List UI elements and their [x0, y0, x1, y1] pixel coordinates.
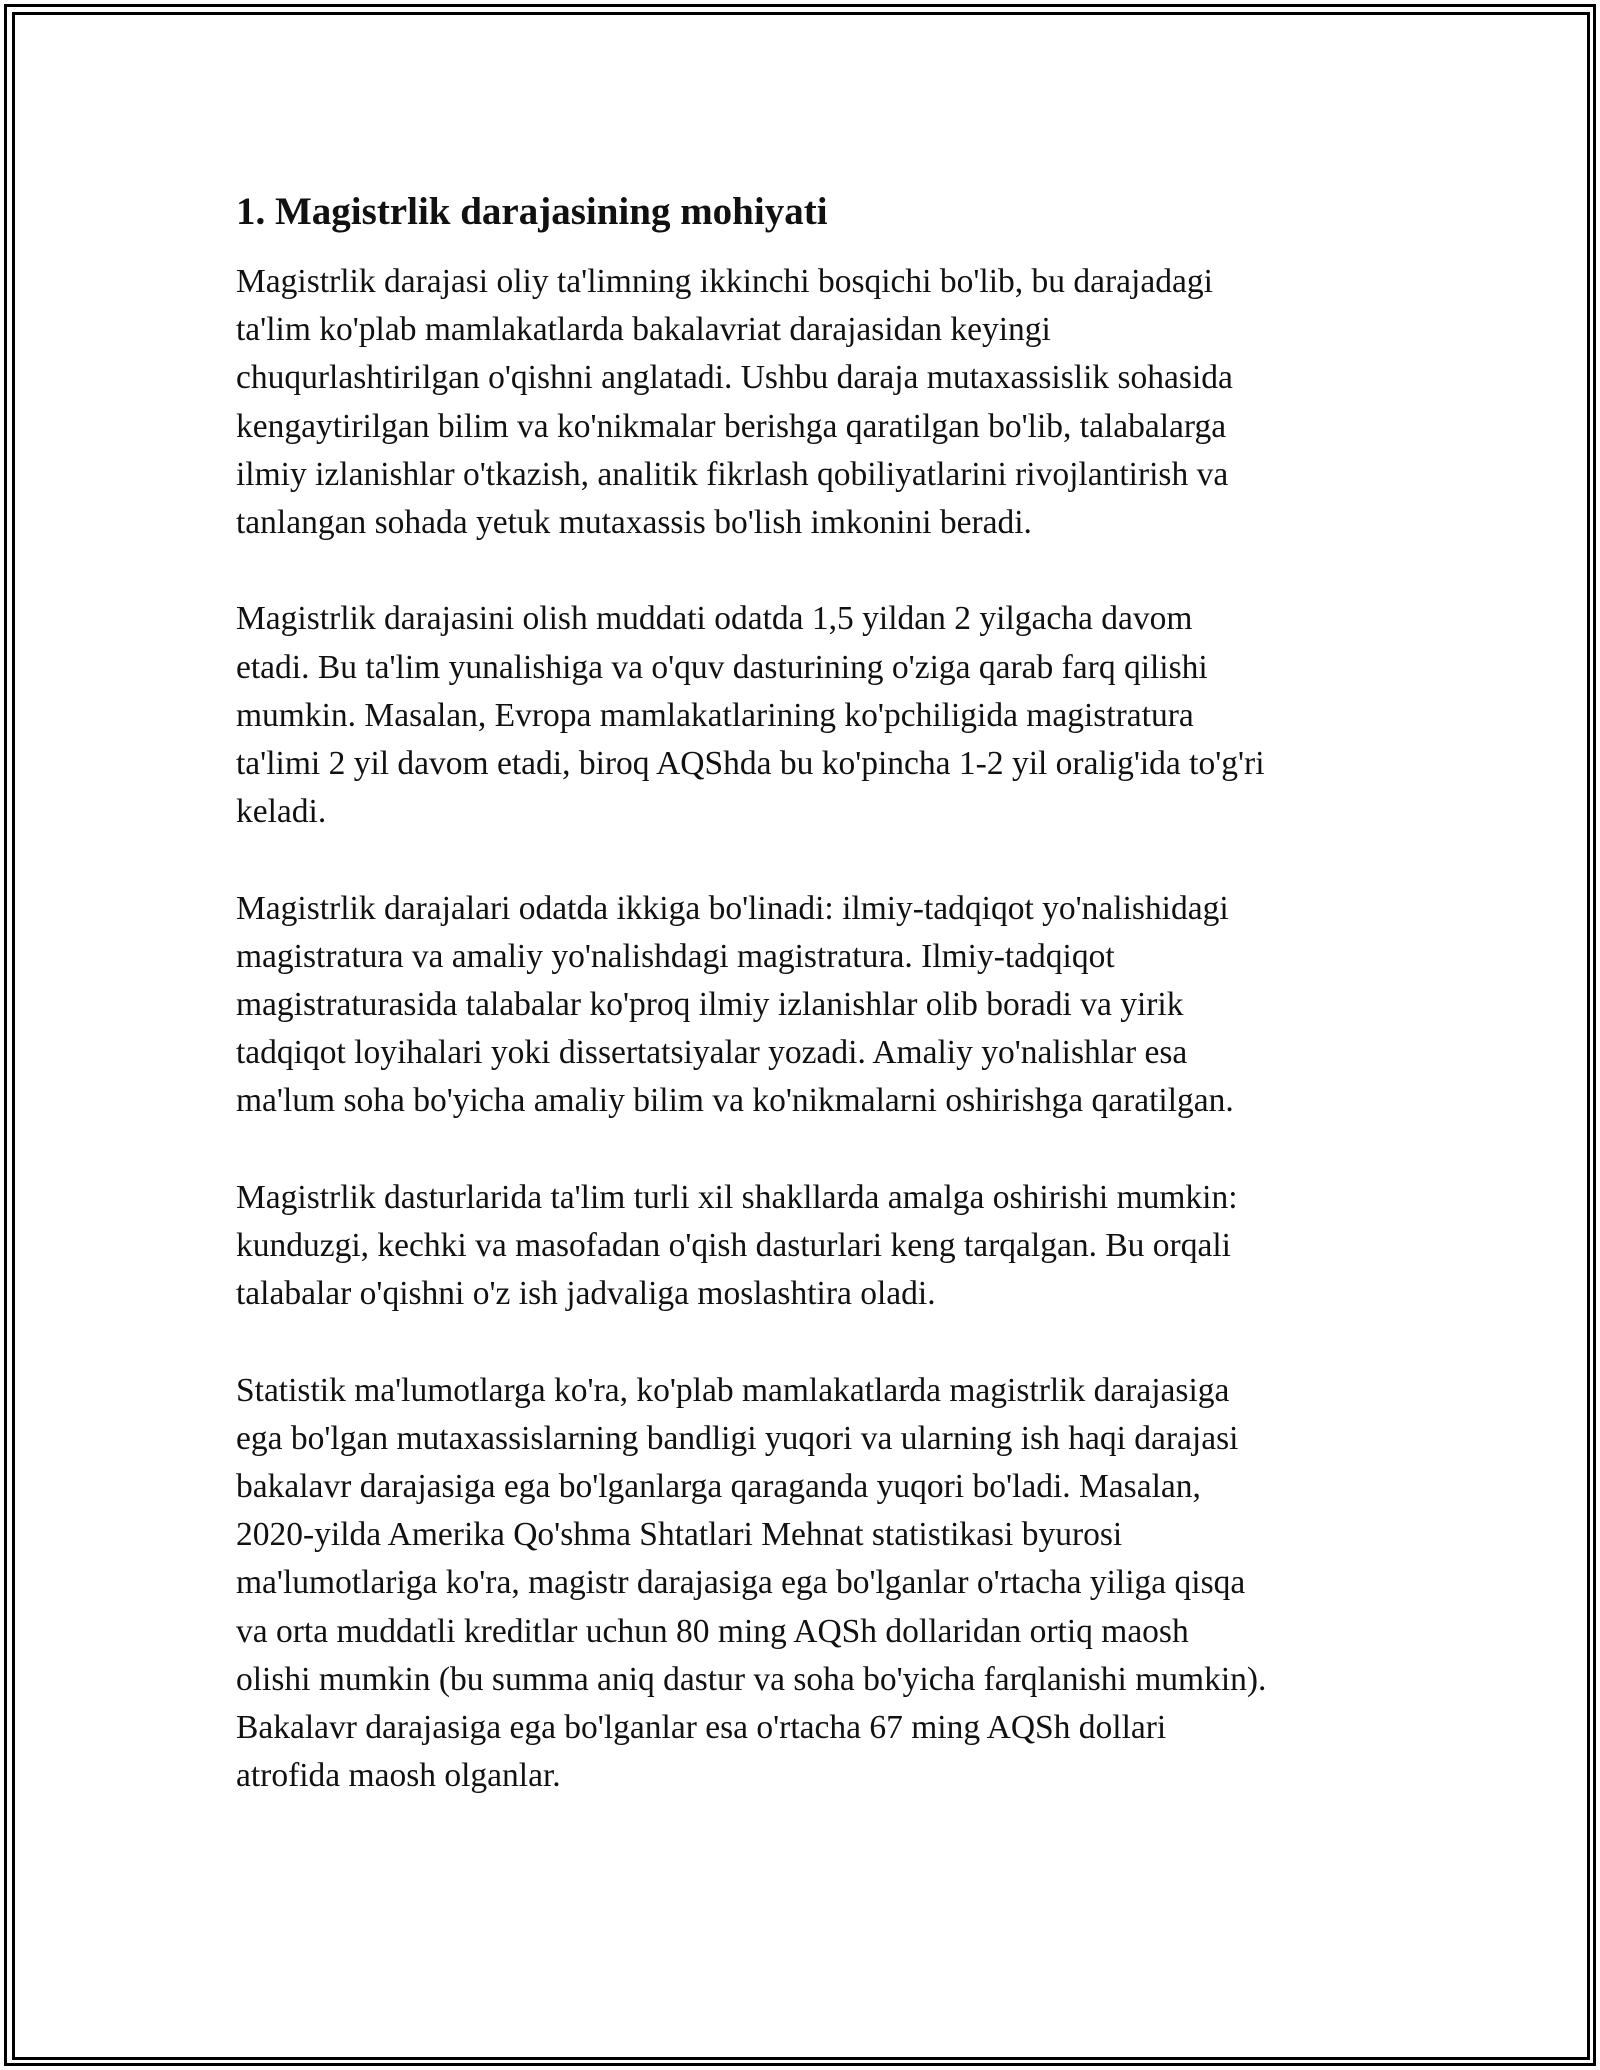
paragraph-line: Statistik ma'lumotlarga ko'ra, ko'plab mamlakatlarda magistrlik darajasiga — [236, 1371, 1230, 1409]
paragraph-line: talabalar o'qishni o'z ish jadvaliga moslashtira oladi. — [236, 1275, 936, 1313]
paragraph-line: ta'limi 2 yil davom etadi, biroq AQShda bu ko'pincha 1-2 yil oralig'ida to'g'ri — [236, 745, 1265, 783]
paragraph-line: olishi mumkin (bu summa aniq dastur va soha bo'yicha farqlanishi mumkin). — [236, 1660, 1267, 1698]
paragraph-3 — [236, 885, 1376, 1126]
paragraph-4 — [236, 1174, 1376, 1319]
paragraph-line: ega bo'lgan mutaxassislarning bandligi yuqori va ularning ish haqi darajasi — [236, 1419, 1239, 1457]
paragraph-line: Magistrlik darajasini olish muddati odatda 1,5 yildan 2 yilgacha davom — [236, 600, 1193, 638]
document-body — [236, 188, 1376, 1849]
paragraph-line: kengaytirilgan bilim va ko'nikmalar berishga qaratilgan bo'lib, talabalarga — [236, 407, 1227, 445]
paragraph-line: Magistrlik darajasi oliy ta'limning ikkinchi bosqichi bo'lib, bu darajadagi — [236, 263, 1213, 300]
paragraph-line: magistraturasida talabalar ko'proq ilmiy izlanishlar olib boradi va yirik — [236, 986, 1184, 1024]
paragraph-line: ilmiy izlanishlar o'tkazish, analitik fikrlash qobiliyatlarini rivojlantirish va — [236, 455, 1229, 493]
paragraph-line: ma'lum soha bo'yicha amaliy bilim va ko'nikmalarni oshirishga qaratilgan. — [236, 1082, 1234, 1120]
paragraph-line: keladi. — [236, 793, 327, 831]
paragraph-line: 2020-yilda Amerika Qo'shma Shtatlari Mehnat statistikasi byurosi — [236, 1516, 1123, 1554]
paragraph-line: chuqurlashtirilgan o'qishni anglatadi. Ushbu daraja mutaxassislik sohasida — [236, 359, 1233, 397]
paragraph-line: atrofida maosh olganlar. — [236, 1757, 561, 1795]
paragraph-5 — [236, 1367, 1376, 1801]
paragraph-line: kunduzgi, kechki va masofadan o'qish dasturlari keng tarqalgan. Bu orqali — [236, 1227, 1231, 1265]
paragraph-line: ma'lumotlariga ko'ra, magistr darajasiga ega bo'lganlar o'rtacha yiliga qisqa — [236, 1564, 1246, 1602]
paragraph-line: bakalavr darajasiga ega bo'lganlarga qaraganda yuqori bo'ladi. Masalan, — [236, 1468, 1201, 1506]
paragraph-line: va orta muddatli kreditlar uchun 80 ming AQSh dollaridan ortiq maosh — [236, 1612, 1189, 1650]
paragraph-line: mumkin. Masalan, Evropa mamlakatlarining ko'pchiligida magistratura — [236, 696, 1194, 734]
paragraph-line: etadi. Bu ta'lim yunalishiga va o'quv dasturining o'ziga qarab farq qilishi — [236, 648, 1208, 686]
paragraph-line: Bakalavr darajasiga ega bo'lganlar esa o'rtacha 67 ming AQSh dollari — [236, 1709, 1167, 1747]
paragraph-line: Magistrlik darajalari odatda ikkiga bo'linadi: ilmiy-tadqiqot yo'nalishidagi — [236, 889, 1229, 927]
paragraph-line: tanlangan sohada yetuk mutaxassis bo'lish imkonini beradi. — [236, 504, 1032, 542]
paragraph-1 — [236, 258, 1376, 547]
paragraph-2 — [236, 595, 1376, 836]
paragraph-line: Magistrlik dasturlarida ta'lim turli xil shakllarda amalga oshirishi mumkin: — [236, 1178, 1238, 1216]
paragraphs — [236, 258, 1376, 1800]
paragraph-line: magistratura va amaliy yo'nalishdagi magistratura. Ilmiy-tadqiqot — [236, 937, 1115, 975]
paragraph-line: tadqiqot loyihalari yoki dissertatsiyalar yozadi. Amaliy yo'nalishlar esa — [236, 1034, 1188, 1072]
section-heading: 1. Magistrlik darajasining mohiyati — [236, 190, 828, 233]
paragraph-line: ta'lim ko'plab mamlakatlarda bakalavriat darajasidan keyingi — [236, 311, 1051, 349]
